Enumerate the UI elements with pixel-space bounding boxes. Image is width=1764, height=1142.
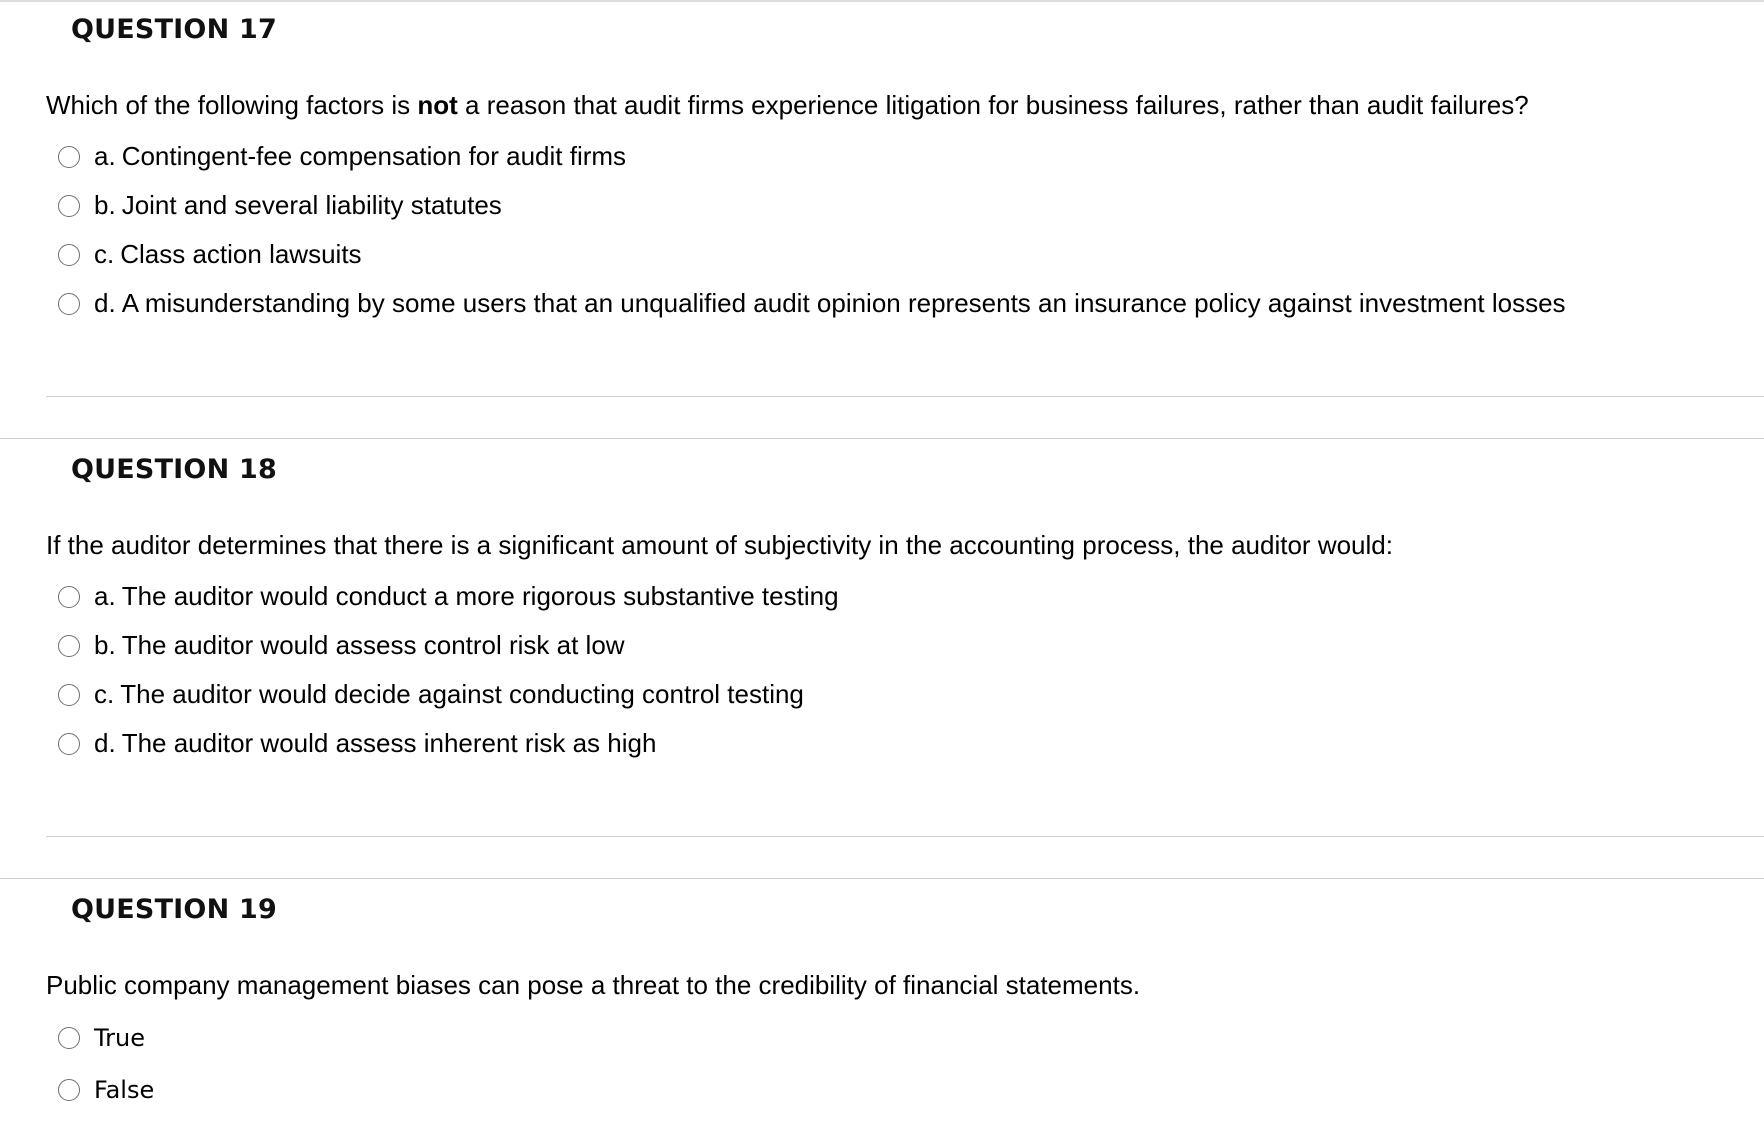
option-a[interactable]	[58, 572, 1738, 621]
answer-options	[58, 572, 1738, 768]
option-letter: d.	[94, 728, 116, 758]
option-label: The auditor would conduct a more rigorous substantive testing	[121, 581, 839, 611]
question-prompt: Public company management biases can pose a threat to the credibility of financial statements.	[46, 970, 1141, 1000]
prompt-emphasis: not	[417, 90, 458, 120]
radio-button[interactable]	[58, 684, 80, 706]
answer-options	[58, 132, 1738, 328]
question-19	[0, 880, 1764, 1142]
option-letter: b.	[94, 630, 116, 660]
question-17	[0, 0, 1764, 440]
radio-button[interactable]	[58, 733, 80, 755]
option-false[interactable]	[58, 1064, 1738, 1116]
radio-button[interactable]	[58, 195, 80, 217]
radio-button[interactable]	[58, 146, 80, 168]
radio-button[interactable]	[58, 244, 80, 266]
question-prompt	[46, 90, 1529, 121]
question-divider	[46, 396, 1764, 397]
option-letter: c.	[94, 679, 115, 709]
option-letter: a.	[94, 581, 116, 611]
question-title: QUESTION 17	[71, 14, 277, 45]
option-label: The auditor would assess control risk at low	[121, 630, 625, 660]
option-letter: c.	[94, 239, 115, 269]
option-letter: d.	[94, 288, 116, 318]
option-d[interactable]	[58, 279, 1738, 328]
option-b[interactable]	[58, 181, 1738, 230]
question-title: QUESTION 18	[71, 454, 277, 485]
option-a[interactable]	[58, 132, 1738, 181]
option-label: Contingent-fee compensation for audit firms	[121, 141, 627, 171]
question-18	[0, 440, 1764, 880]
option-label: The auditor would assess inherent risk as high	[121, 728, 657, 758]
radio-button[interactable]	[58, 293, 80, 315]
section-divider	[0, 438, 1764, 439]
option-label: False	[94, 1076, 155, 1104]
option-label: A misunderstanding by some users that an unqualified audit opinion represents an insurance policy against investment losses	[121, 288, 1566, 318]
option-label: The auditor would decide against conducting control testing	[120, 679, 804, 709]
answer-options	[58, 1012, 1738, 1116]
radio-button[interactable]	[58, 1079, 80, 1101]
prompt-text-end: a reason that audit firms experience litigation for business failures, rather than audit failures?	[457, 90, 1529, 120]
radio-button[interactable]	[58, 635, 80, 657]
radio-button[interactable]	[58, 1027, 80, 1049]
prompt-text-start: Which of the following factors is	[46, 90, 418, 120]
radio-button[interactable]	[58, 586, 80, 608]
option-letter: b.	[94, 190, 116, 220]
option-c[interactable]	[58, 670, 1738, 719]
question-divider	[46, 836, 1764, 837]
section-divider	[0, 878, 1764, 879]
option-c[interactable]	[58, 230, 1738, 279]
option-b[interactable]	[58, 621, 1738, 670]
question-title: QUESTION 19	[71, 894, 277, 925]
option-true[interactable]	[58, 1012, 1738, 1064]
option-letter: a.	[94, 141, 116, 171]
option-label: Joint and several liability statutes	[121, 190, 502, 220]
option-label: Class action lawsuits	[120, 239, 362, 269]
question-prompt: If the auditor determines that there is a significant amount of subjectivity in the accounting process, the auditor would:	[46, 530, 1393, 560]
option-d[interactable]	[58, 719, 1738, 768]
option-label: True	[94, 1024, 145, 1052]
